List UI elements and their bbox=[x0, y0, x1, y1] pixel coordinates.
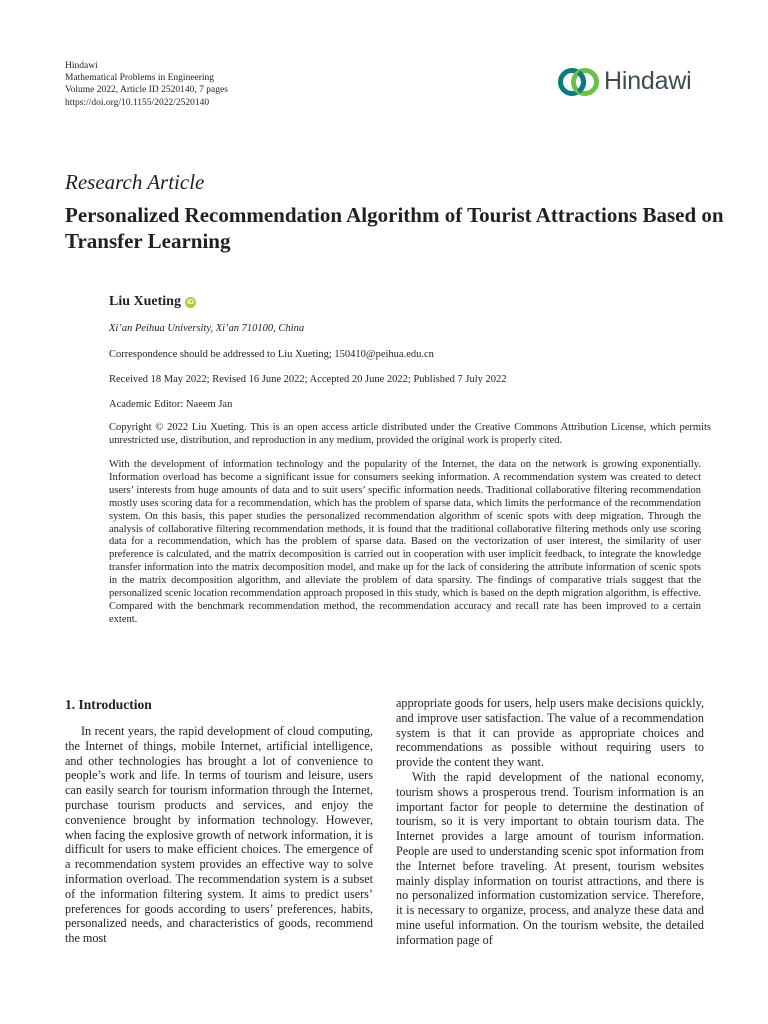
volume-info: Volume 2022, Article ID 2520140, 7 pages bbox=[65, 85, 228, 96]
doi-link[interactable]: https://doi.org/10.1155/2022/2520140 bbox=[65, 97, 210, 108]
copyright-notice: Copyright © 2022 Liu Xueting. This is an open access article distributed under the Creative Commons Attribution License, which permits unrestricted use, distribution, and reproduction in any medium, provided the original work is properly cited. bbox=[109, 422, 711, 446]
body-column-left bbox=[65, 724, 373, 946]
affiliation: Xi’an Peihua University, Xi’an 710100, China bbox=[109, 323, 305, 334]
section-heading: 1. Introduction bbox=[65, 697, 152, 712]
correspondence: Correspondence should be addressed to Liu Xueting; 150410@peihua.edu.cn bbox=[109, 349, 434, 360]
author-line bbox=[109, 294, 196, 310]
body-column-right bbox=[396, 696, 704, 948]
hindawi-logo bbox=[557, 64, 707, 100]
academic-editor: Academic Editor: Naeem Jan bbox=[109, 399, 233, 410]
logo-wordmark: Hindawi bbox=[604, 67, 692, 95]
paragraph: appropriate goods for users, help users make decisions quickly, and improve user satisfaction. The value of a recommendation system is that it can provide as appropriate choices and recommendations as possible without requiring users to provide the content they want. bbox=[396, 696, 704, 770]
hindawi-rings-icon bbox=[557, 64, 601, 100]
publisher-name: Hindawi bbox=[65, 61, 98, 71]
article-title: Personalized Recommendation Algorithm of Tourist Attractions Based on Transfer Learning bbox=[65, 203, 724, 253]
journal-header bbox=[65, 60, 228, 109]
journal-name: Mathematical Problems in Engineering bbox=[65, 73, 215, 84]
publication-dates: Received 18 May 2022; Revised 16 June 2022; Accepted 20 June 2022; Published 7 July 2022 bbox=[109, 374, 507, 385]
author-name: Liu Xueting bbox=[109, 294, 181, 309]
article-type: Research Article bbox=[65, 170, 205, 194]
abstract: With the development of information technology and the popularity of the Internet, the data on the network is growing exponentially. Information overload has become a significant issue for consumers seeking information. A recommendation system was created to detect users’ interests from huge amounts of data and to suit users’ specific information needs. Traditional collaborative filtering recommendation mostly uses scoring data for a recommendation, which has the problem of sparse data, which limits the performance of the recommendation system. On this basis, this paper studies the personalized recommendation algorithm of scenic spots with deep migration. Through the analysis of collaborative filtering recommendation methods, it is found that the traditional collaborative filtering methods only use scoring data for a recommendation, which has the problem of sparse data. Based on the vectorization of user interest, the similarity of user preference is calculated, and the matrix decomposition is carried out in cooperation with user implicit feedback, to integrate the knowledge transfer information into the matrix decomposition model, and make up for the lack of considering the attribute information of scenic spots in the matrix decomposition algorithm, and alleviate the problem of data sparsity. The findings of comparative trials suggest that the personalized scenic location recommendation approach proposed in this study, which is based on the depth migration algorithm, is effective. Compared with the benchmark recommendation method, the recommendation accuracy and recall rate has been improved to a certain extent. bbox=[109, 459, 701, 625]
paragraph: With the rapid development of the national economy, tourism shows a prosperous trend. Tourism information is an important factor for people to determine the destination of tourism, so it is very important to obtain tourism data. The Internet provides a large amount of tourism information. People are used to understanding scenic spot information from the Internet before traveling. At present, tourism websites mainly display information on tourist attractions, and there is no personalized information customization service. Therefore, it is necessary to organize, process, and analyze these data and mine useful information. On the tourism website, the detailed information page of bbox=[396, 769, 704, 947]
orcid-icon[interactable]: iD bbox=[186, 298, 194, 306]
paragraph: In recent years, the rapid development of cloud computing, the Internet of things, mobile Internet, artificial intelligence, and other technologies has brought a lot of convenience to people’s work and life. In terms of tourism and leisure, users can easily search for tourism information through the Internet, purchase tourism products and services, and enjoy the convenience brought by information technology. However, when facing the explosive growth of network information, it is difficult for users to make efficient choices. The emergence of a recommendation system provides an effective way to solve information overload. The recommendation system is a subset of the information filtering system. It aims to predict users’ preferences for goods according to users’ preferences, habits, personalized needs, and characteristics of goods, recommend the most bbox=[65, 724, 373, 946]
